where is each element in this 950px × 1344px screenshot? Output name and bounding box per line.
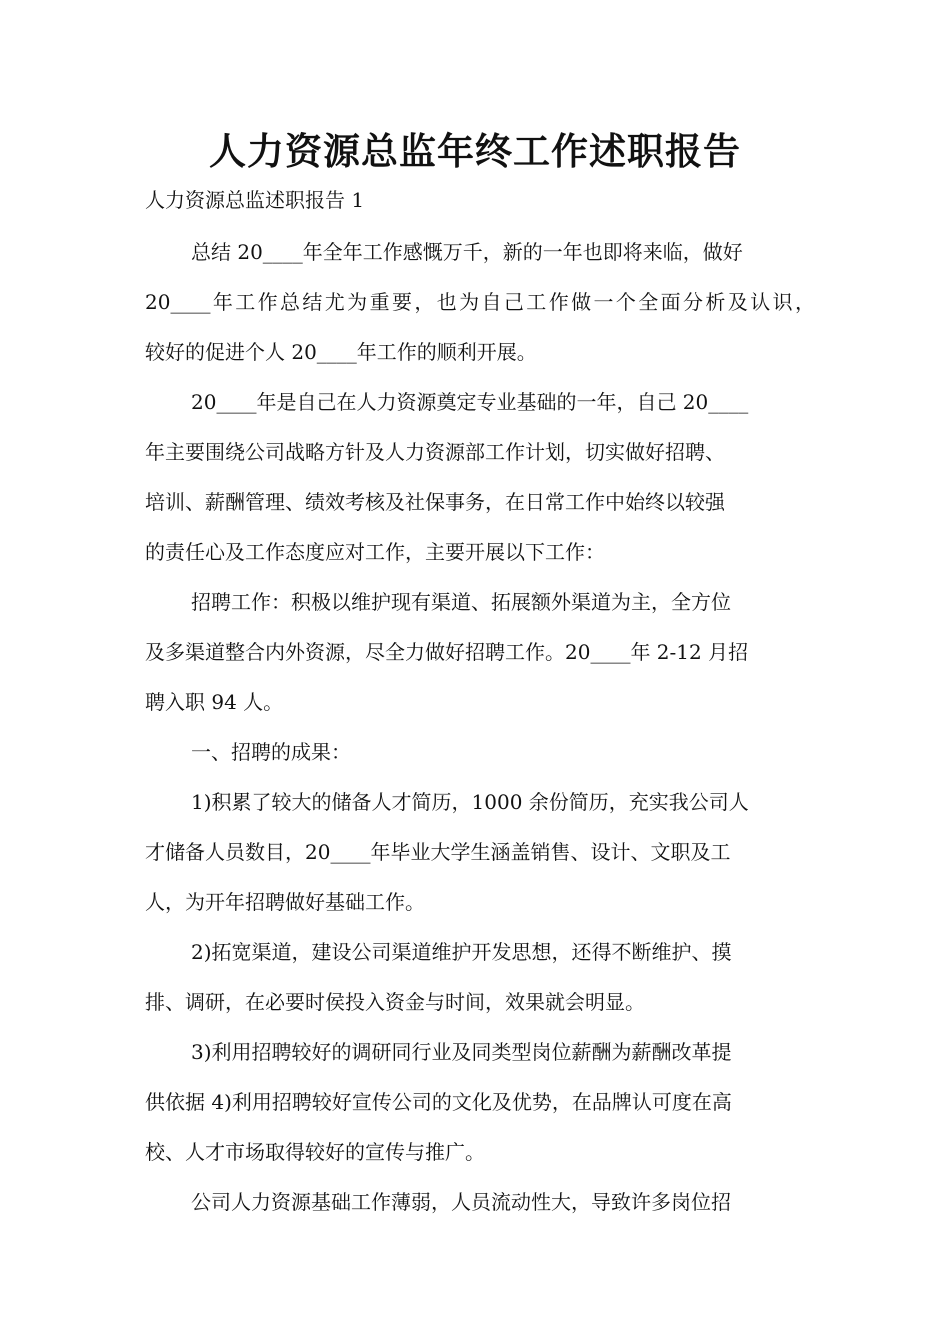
body-line-9: 及多渠道整合内外资源，尽全力做好招聘工作。20____年 2-12 月招	[145, 640, 749, 664]
body-line-17: 3)利用招聘较好的调研同行业及同类型岗位薪酬为薪酬改革提	[191, 1040, 732, 1064]
body-line-14: 人，为开年招聘做好基础工作。	[145, 890, 425, 914]
body-line-5: 年主要围绕公司战略方针及人力资源部工作计划，切实做好招聘、	[145, 440, 725, 464]
body-line-6: 培训、薪酬管理、绩效考核及社保事务，在日常工作中始终以较强	[145, 490, 725, 514]
body-line-4: 20____年是自己在人力资源奠定专业基础的一年，自己 20____	[191, 390, 749, 414]
body-line-12: 1)积累了较大的储备人才简历，1000 余份简历，充实我公司人	[191, 790, 749, 814]
body-line-3: 较好的促进个人 20____年工作的顺利开展。	[145, 340, 537, 364]
body-line-13: 才储备人员数目，20____年毕业大学生涵盖销售、设计、文职及工	[145, 840, 731, 864]
body-line-19: 校、人才市场取得较好的宣传与推广。	[145, 1140, 485, 1164]
body-line-15: 2)拓宽渠道，建设公司渠道维护开发思想，还得不断维护、摸	[191, 940, 732, 964]
body-line-10: 聘入职 94 人。	[145, 690, 284, 714]
body-line-20: 公司人力资源基础工作薄弱，人员流动性大，导致许多岗位招	[191, 1190, 731, 1214]
body-line-1: 总结 20____年全年工作感慨万千，新的一年也即将来临，做好	[191, 240, 743, 264]
body-line-2: 20____年工作总结尤为重要，也为自己工作做一个全面分析及认识，	[145, 290, 815, 314]
body-line-18: 供依据 4)利用招聘较好宣传公司的文化及优势，在品牌认可度在高	[145, 1090, 732, 1114]
document-title: 人力资源总监年终工作述职报告	[209, 130, 741, 173]
section-heading: 一、招聘的成果：	[191, 740, 351, 764]
body-line-8: 招聘工作：积极以维护现有渠道、拓展额外渠道为主，全方位	[191, 590, 731, 614]
document-subtitle: 人力资源总监述职报告 1	[145, 188, 365, 212]
body-line-16: 排、调研，在必要时侯投入资金与时间，效果就会明显。	[145, 990, 645, 1014]
body-line-7: 的责任心及工作态度应对工作，主要开展以下工作：	[145, 540, 605, 564]
